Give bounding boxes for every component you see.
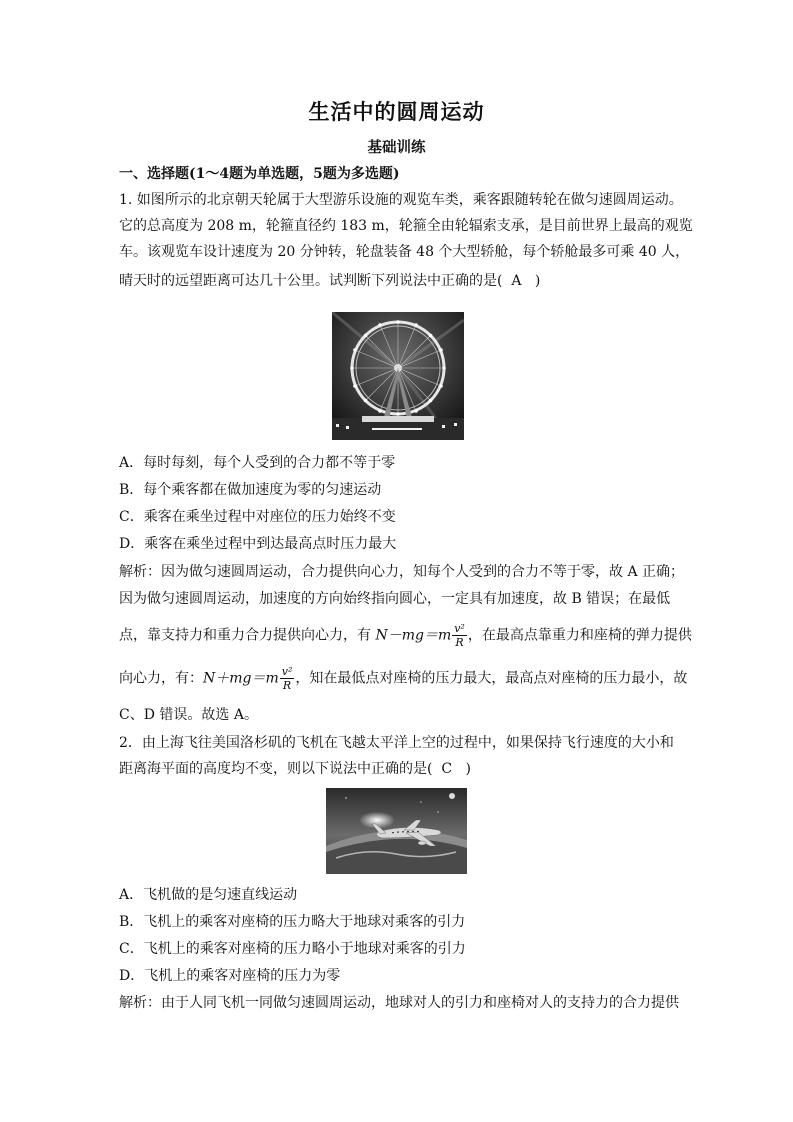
q2-stem-line-1: 2．由上海飞往美国洛杉矶的飞机在飞越太平洋上空的过程中，如果保持飞行速度的大小和: [119, 735, 674, 751]
q2-option-c: C．飞机上的乘客对座椅的压力略小于地球对乘客的引力: [119, 941, 466, 957]
q1-answer: A: [511, 273, 522, 289]
q1-stem-line-4: [119, 271, 675, 291]
q1-option-b: B．每个乘客都在做加速度为零的匀速运动: [119, 482, 382, 498]
q1-analysis-line-4: [119, 665, 688, 692]
q1-analysis-text-4a: 向心力，有：: [119, 670, 203, 687]
q2-stem-end: ): [465, 761, 471, 777]
q2-stem-line-2: [119, 759, 675, 779]
q1-option-c: C．乘客在乘坐过程中对座位的压力始终不变: [119, 509, 396, 525]
q1-analysis-line-2: 因为做匀速圆周运动，加速度的方向始终指向圆心，一定具有加速度，故 B 错误；在最低: [119, 591, 671, 607]
section-heading: 一、选择题(1～4题为单选题，5题为多选题): [119, 166, 400, 182]
q1-stem-text: 晴天时的远望距离可达几十公里。试判断下列说法中正确的是(: [119, 273, 503, 289]
q1-analysis-line-1: 解析：因为做匀速圆周运动，合力提供向心力，知每个人受到的合力不等于零，故 A 正确；: [119, 564, 685, 580]
q1-option-a: A．每时每刻，每个人受到的合力都不等于零: [119, 455, 396, 471]
q2-stem-text: 距离海平面的高度均不变，则以下说法中正确的是(: [119, 761, 433, 777]
page-title: 生活中的圆周运动: [308, 99, 485, 124]
q2-option-d: D．飞机上的乘客对座椅的压力为零: [119, 968, 341, 984]
fraction-v2-over-r: $\frac{\text{v²}}{R}$: [281, 665, 293, 692]
q1-analysis-line-3: [119, 622, 692, 649]
q1-stem-line-3: 车。该观览车设计速度为 20 分钟转，轮盘装备 48 个大型轿舱，每个轿舱最多可乘 40 人，: [119, 244, 690, 260]
page-subtitle: 基础训练: [367, 139, 426, 156]
ferris-wheel-photo: [332, 312, 464, 440]
q1-stem-line-2: 它的总高度为 208 m，轮箍直径约 183 m，轮箍全由轮辐索支承，是目前世界上最高的观览: [119, 218, 693, 234]
q2-analysis-line-1: 解析：由于人同飞机一同做匀速圆周运动，地球对人的引力和座椅对人的支持力的合力提供: [119, 995, 679, 1011]
airplane-photo: [326, 788, 467, 874]
q1-option-d: D．乘客在乘坐过程中到达最高点时压力最大: [119, 536, 397, 552]
fraction-v2-over-r: $\frac{\text{v²}}{R}$: [454, 622, 465, 649]
q2-answer: C: [441, 761, 453, 777]
q2-option-a: A．飞机做的是匀速直线运动: [119, 887, 298, 903]
q1-stem-line-1: 1. 如图所示的北京朝天轮属于大型游乐设施的观览车类，乘客跟随转轮在做匀速圆周运动。: [119, 192, 683, 208]
q1-analysis-line-5: C、D 错误。故选 A。: [119, 707, 258, 723]
q2-option-b: B．飞机上的乘客对座椅的压力略大于地球对乘客的引力: [119, 914, 466, 930]
q1-analysis-text-3b: ，在最高点靠重力和座椅的弹力提供: [467, 627, 692, 644]
q1-stem-end: ): [534, 273, 541, 289]
q1-analysis-text-4b: ，知在最低点对座椅的压力最大，最高点对座椅的压力最小，故: [295, 670, 688, 687]
equation-highest-point: N＋mg＝m: [203, 670, 279, 687]
q1-analysis-text-3a: 点，靠支持力和重力合力提供向心力，有: [119, 627, 371, 644]
equation-lowest-point: N－mg＝m: [375, 627, 452, 644]
